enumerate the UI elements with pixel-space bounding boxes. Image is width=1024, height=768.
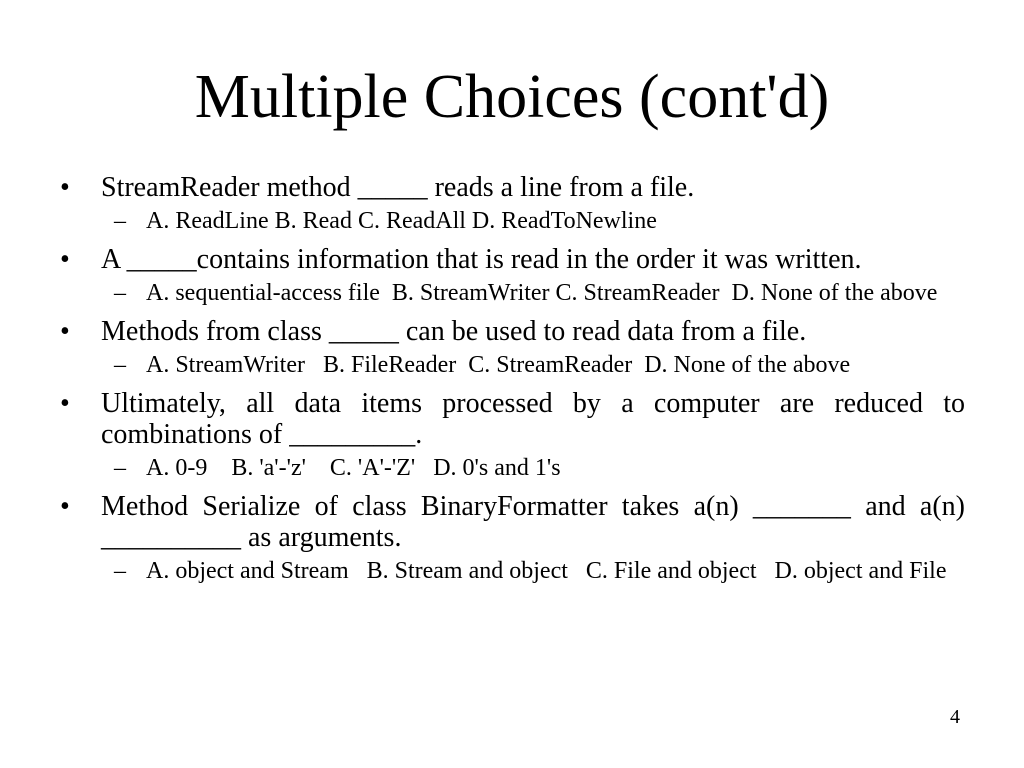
question-text: Method Serialize of class BinaryFormatter takes a(n) _______ and a(n) __________ as arguments. [101,491,965,553]
dash-icon: – [114,280,126,306]
question-3 [60,316,965,347]
dash-icon: – [114,558,126,584]
question-1 [60,172,965,203]
answer-options-text: A. StreamWriter B. FileReader C. StreamReader D. None of the above [146,352,851,378]
question-text: A _____contains information that is read in the order it was written. [101,244,862,275]
answer-options-3 [60,351,965,379]
slide-content [60,172,965,585]
question-4 [60,388,965,450]
question-5 [60,491,965,553]
answer-options-text: A. 0-9 B. 'a'-'z' C. 'A'-'Z' D. 0's and 1's [146,455,561,481]
question-text: StreamReader method _____ reads a line from a file. [101,172,695,203]
question-2 [60,244,965,275]
bullet-icon: • [60,316,70,347]
dash-icon: – [114,455,126,481]
answer-options-text: A. object and Stream B. Stream and object C. File and object D. object and File [146,558,947,584]
dash-icon: – [114,352,126,378]
answer-options-text: A. ReadLine B. Read C. ReadAll D. ReadToNewline [146,208,657,234]
answer-options-5 [60,557,965,585]
slide-title: Multiple Choices (cont'd) [194,63,830,131]
page-number: 4 [950,706,960,728]
bullet-icon: • [60,491,70,522]
dash-icon: – [114,208,126,234]
answer-options-2 [60,279,965,307]
question-text: Ultimately, all data items processed by a computer are reduced to combinations of _________. [101,388,965,450]
bullet-icon: • [60,172,70,203]
question-text: Methods from class _____ can be used to read data from a file. [101,316,807,347]
answer-options-4 [60,454,965,482]
bullet-icon: • [60,244,70,275]
answer-options-1 [60,207,965,235]
bullet-icon: • [60,388,70,419]
answer-options-text: A. sequential-access file B. StreamWriter C. StreamReader D. None of the above [146,280,938,306]
